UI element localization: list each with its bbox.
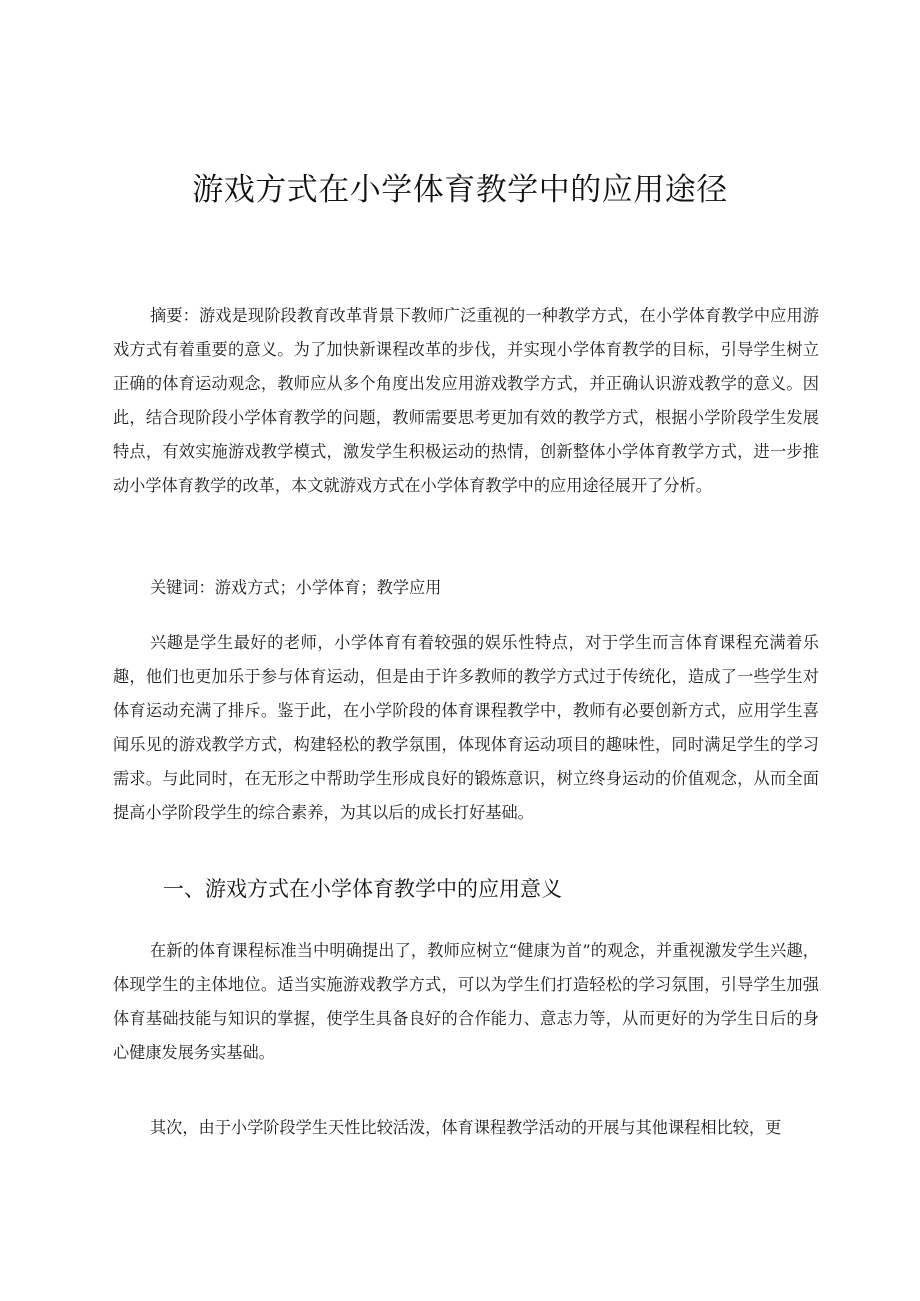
section-1-paragraph: 在新的体育课程标准当中明确提出了，教师应树立“健康为首”的观念，并重视激发学生兴趣，体现学生的主体地位。适当实施游戏教学方式，可以为学生们打造轻松的学习氛围，引导学生加强体育基础技能与知识的掌握，使学生具备良好的合作能力、意志力等，从而更好的为学生日后的身心健康发展务实基础。 [113,941,819,1062]
continued-paragraph: 其次，由于小学阶段学生天性比较活泼，体育课程教学活动的开展与其他课程相比较，更 [150,1118,782,1137]
keywords-line: 关键词：游戏方式；小学体育；教学应用 [150,578,442,597]
document-title: 游戏方式在小学体育教学中的应用途径 [192,172,728,208]
abstract-paragraph: 摘要：游戏是现阶段教育改革背景下教师广泛重视的一种教学方式，在小学体育教学中应用游戏方式有着重要的意义。为了加快新课程改革的步伐，并实现小学体育教学的目标，引导学生树立正确的体育运动观念，教师应从多个角度出发应用游戏教学方式，并正确认识游戏教学的意义。因此，结合现阶段小学体育教学的问题，教师需要思考更加有效的教学方式，根据小学阶段学生发展特点，有效实施游戏教学模式，激发学生积极运动的热情，创新整体小学体育教学方式，进一步推动小学体育教学的改革，本文就游戏方式在小学体育教学中的应用途径展开了分析。 [113,306,819,495]
section-heading-1: 一、游戏方式在小学体育教学中的应用意义 [163,877,562,901]
intro-paragraph: 兴趣是学生最好的老师，小学体育有着较强的娱乐性特点，对于学生而言体育课程充满着乐趣，他们也更加乐于参与体育运动，但是由于许多教师的教学方式过于传统化，造成了一些学生对体育运动充满了排斥。鉴于此，在小学阶段的体育课程教学中，教师有必要创新方式，应用学生喜闻乐见的游戏教学方式，构建轻松的教学氛围，体现体育运动项目的趣味性，同时满足学生的学习需求。与此同时，在无形之中帮助学生形成良好的锻炼意识，树立终身运动的价值观念，从而全面提高小学阶段学生的综合素养，为其以后的成长打好基础。 [113,633,819,822]
